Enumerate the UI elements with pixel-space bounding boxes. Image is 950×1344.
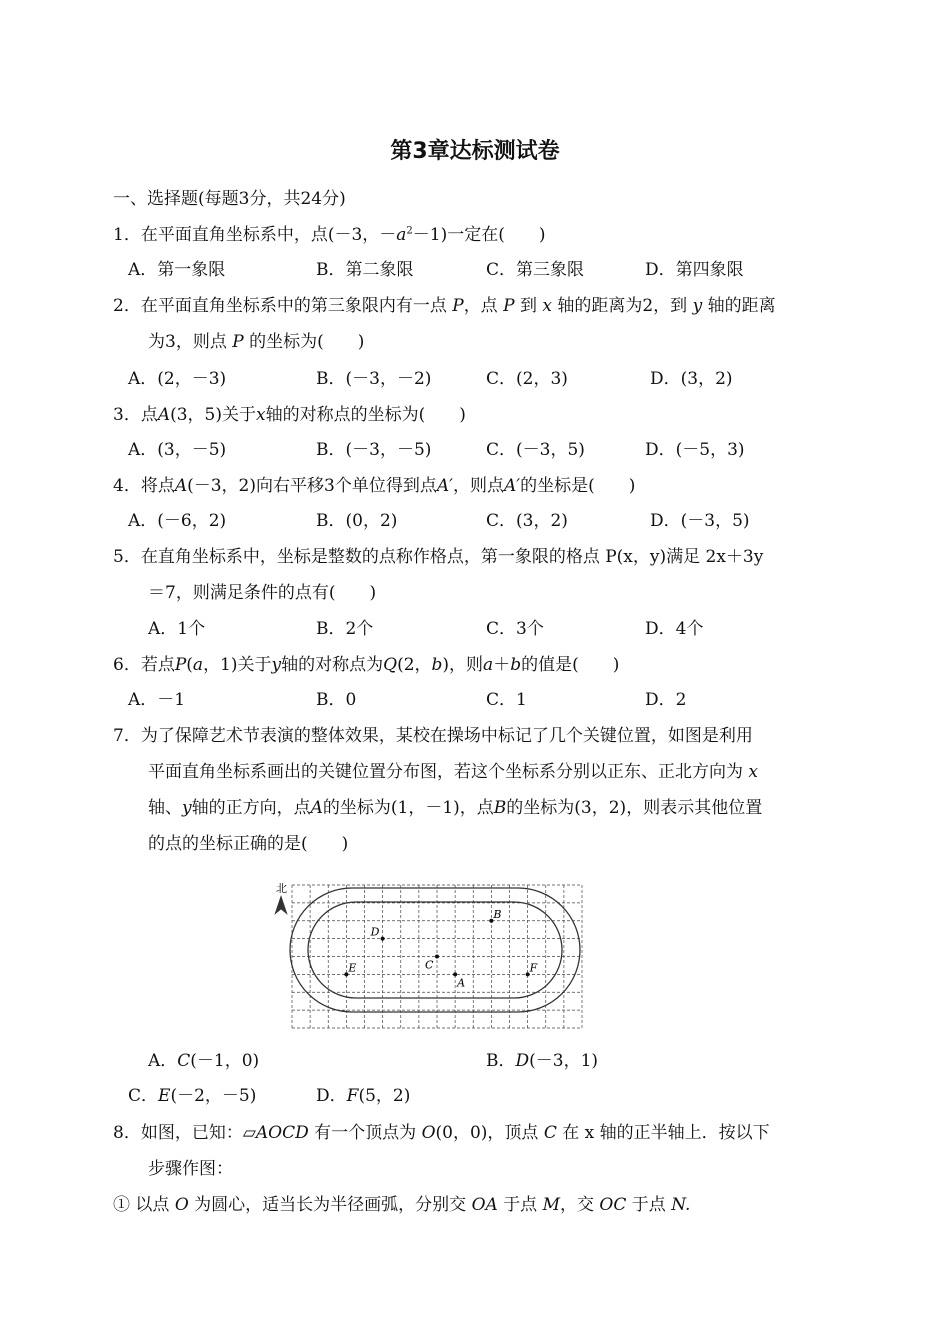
point-d [381, 937, 385, 941]
q4-option-a: A．(－6，2) [128, 511, 227, 531]
q5-option-a: A．1个 [148, 619, 206, 639]
q1-option-b: B．第二象限 [316, 260, 414, 280]
q4-option-b: B．(0，2) [316, 511, 398, 531]
q6-option-d: D．2 [645, 690, 687, 710]
q3-option-a: A．(3，－5) [128, 440, 227, 460]
point-c [435, 955, 439, 959]
point-label-e: E [348, 961, 357, 975]
field-diagram [270, 880, 590, 1035]
q1-option-c: C．第三象限 [486, 260, 585, 280]
q5-option-d: D．4个 [645, 619, 704, 639]
question-6-stem: 6．若点P(a，1)关于y轴的对称点为Q(2，b)，则a＋b的值是( ) [113, 655, 620, 675]
q2-option-a: A．(2，－3) [128, 369, 227, 389]
point-label-b: B [493, 907, 502, 921]
q1-option-a: A．第一象限 [128, 260, 226, 280]
question-5-stem-cont: ＝7，则满足条件的点有( ) [148, 583, 377, 603]
point-label-c: C [425, 958, 434, 972]
q3-option-d: D．(－5，3) [645, 440, 745, 460]
question-5-stem: 5．在直角坐标系中，坐标是整数的点称作格点，第一象限的格点 P(x，y)满足 2x＋3y [113, 547, 764, 567]
outer-track [290, 888, 580, 1012]
q7-option-d: D．F(5，2) [316, 1086, 411, 1106]
q7-option-a: A．C(－1，0) [148, 1051, 260, 1071]
point-label-d: D [370, 925, 380, 939]
question-7-stem-line4: 的点的坐标正确的是( ) [148, 834, 349, 854]
q2-option-b: B．(－3，－2) [316, 369, 432, 389]
q1-option-d: D．第四象限 [645, 260, 744, 280]
question-7-stem: 7．为了保障艺术节表演的整体效果，某校在操场中标记了几个关键位置，如图是利用 [113, 726, 753, 746]
question-8-stem: 8．如图，已知：▱AOCD 有一个顶点为 O(0，0)，顶点 C 在 x 轴的正半轴上．按以下 [113, 1123, 770, 1143]
north-label: 北 [276, 882, 287, 895]
q4-option-d: D．(－3，5) [650, 511, 750, 531]
north-arrow-icon [275, 896, 287, 914]
question-8-stem-cont: 步骤作图： [148, 1159, 233, 1179]
q7-option-c: C．E(－2，－5) [128, 1086, 257, 1106]
question-4-stem: 4．将点A(－3，2)向右平移3个单位得到点A′，则点A′的坐标是( ) [113, 476, 636, 496]
q6-option-c: C．1 [486, 690, 527, 710]
q3-option-b: B．(－3，－5) [316, 440, 432, 460]
page-title: 第3章达标测试卷 [390, 139, 560, 164]
q7-option-b: B．D(－3，1) [486, 1051, 599, 1071]
question-7-stem-line2: 平面直角坐标系画出的关键位置分布图，若这个坐标系分别以正东、正北方向为 x [148, 762, 758, 782]
q2-option-c: C．(2，3) [486, 369, 568, 389]
question-1-stem: 1．在平面直角坐标系中，点(－3，$-a^2-1$)一定在( ) [113, 225, 546, 245]
question-7-stem-line3: 轴、y轴的正方向，点A的坐标为(1，－1)，点B的坐标为(3，2)，则表示其他位置 [148, 798, 763, 818]
q3-option-c: C．(－3，5) [486, 440, 585, 460]
q6-option-a: A．－1 [128, 690, 186, 710]
point-label-a: A [457, 976, 466, 990]
q4-option-c: C．(3，2) [486, 511, 568, 531]
question-2-stem: 2．在平面直角坐标系中的第三象限内有一点 P，点 P 到 x 轴的距离为2，到 y 轴的距离 [113, 296, 776, 316]
q5-option-b: B．2个 [316, 619, 374, 639]
question-3-stem: 3．点A(3，5)关于x轴的对称点的坐标为( ) [113, 405, 466, 425]
q6-option-b: B．0 [316, 690, 357, 710]
question-2-stem-cont: 为3，则点 P 的坐标为( ) [148, 332, 365, 352]
q5-option-c: C．3个 [486, 619, 544, 639]
point-label-f: F [529, 961, 538, 975]
question-8-step-1: ① 以点 O 为圆心，适当长为半径画弧，分别交 OA 于点 M，交 OC 于点 N. [113, 1195, 691, 1215]
q2-option-d: D．(3，2) [650, 369, 733, 389]
section-heading: 一、选择题(每题3分，共24分) [113, 189, 346, 209]
